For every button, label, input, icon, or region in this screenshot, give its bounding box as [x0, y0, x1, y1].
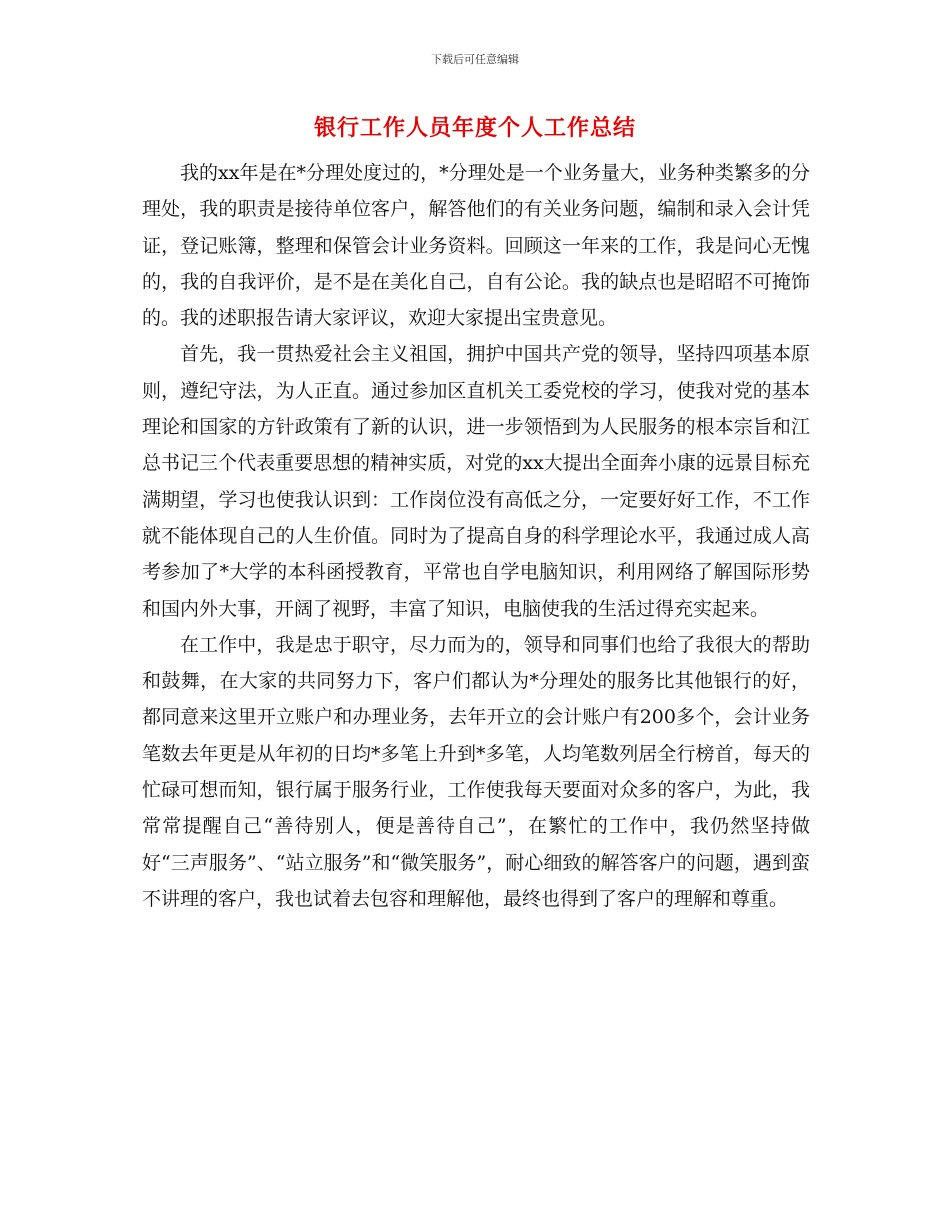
paragraph-3: 在工作中，我是忠于职守，尽力而为的，领导和同事们也给了我很大的帮助和鼓舞，在大家的共同努力下，客户们都认为*分理处的服务比其他银行的好，都同意来这里开立账户和办理业务，去年开立的会计账户有200多个，会计业务笔数去年更是从年初的日均*多笔上升到*多笔，人均笔数列居全行榜首，每天的忙碌可想而知，银行属于服务行业，工作使我每天要面对众多的客户，为此，我常常提醒自己“善待别人，便是善待自己”，在繁忙的工作中，我仍然坚持做好“三声服务”、“站立服务”和“微笑服务”，耐心细致的解答客户的问题，遇到蛮不讲理的客户，我也试着去包容和理解他，最终也得到了客户的理解和尊重。: [142, 633, 810, 910]
paragraph-1: 我的xx年是在*分理处度过的，*分理处是一个业务量大，业务种类繁多的分理处，我的职责是接待单位客户，解答他们的有关业务问题，编制和录入会计凭证，登记账簿，整理和保管会计业务资料。回顾这一年来的工作，我是问心无愧的，我的自我评价，是不是在美化自己，自有公论。我的缺点也是昭昭不可掩饰的。我的述职报告请大家评议，欢迎大家提出宝贵意见。: [142, 162, 810, 330]
page-header-note: 下载后可任意编辑: [431, 53, 519, 66]
paragraph-2: 首先，我一贯热爱社会主义祖国，拥护中国共产党的领导，坚持四项基本原则，遵纪守法，为人正直。通过参加区直机关工委党校的学习，使我对党的基本理论和国家的方针政策有了新的认识，进一步领悟到为人民服务的根本宗旨和江总书记三个代表重要思想的精神实质，对党的xx大提出全面奔小康的远景目标充满期望，学习也使我认识到：工作岗位没有高低之分，一定要好好工作，不工作就不能体现自己的人生价值。同时为了提高自身的科学理论水平，我通过成人高考参加了*大学的本科函授教育，平常也自学电脑知识，利用网络了解国际形势和国内外大事，开阔了视野，丰富了知识，电脑使我的生活过得充实起来。: [142, 343, 810, 620]
document-body: [142, 155, 810, 917]
document-title: 银行工作人员年度个人工作总结: [313, 115, 636, 141]
